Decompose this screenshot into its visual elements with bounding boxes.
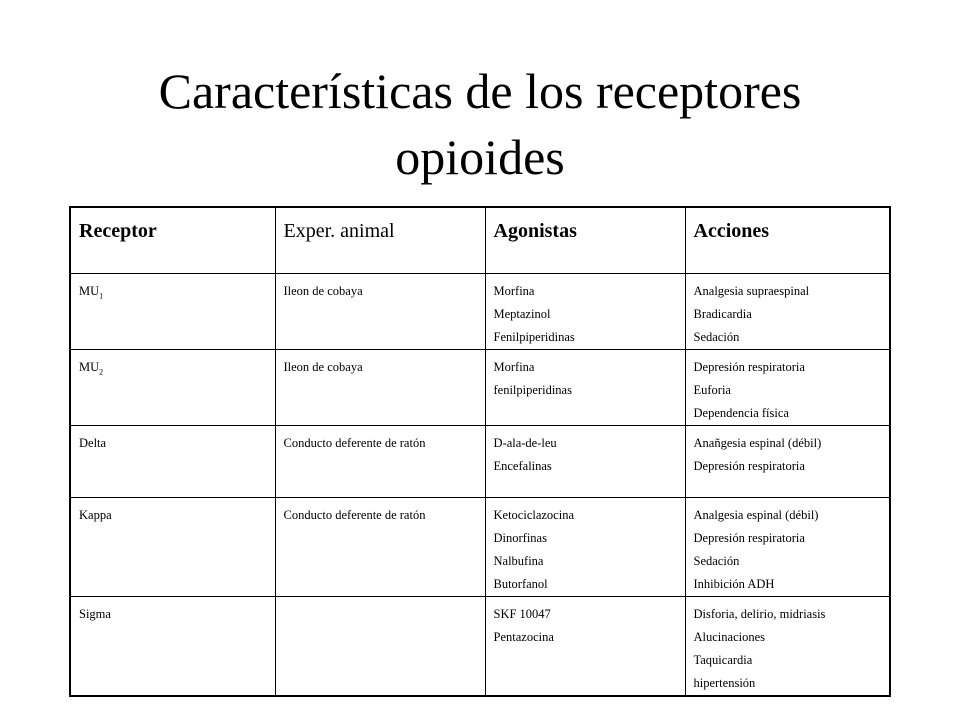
header-receptor: Receptor — [70, 207, 275, 273]
table-row — [70, 497, 890, 596]
table-row — [70, 425, 890, 497]
table-row — [70, 273, 890, 349]
agonist-item: Morfina — [493, 359, 535, 374]
table-row — [70, 349, 890, 425]
receptor-subscript: 2 — [99, 367, 104, 376]
agonist-item: Dinorfinas — [493, 530, 547, 545]
action-item: hipertensión — [693, 675, 756, 690]
action-item: Anañgesia espinal (débil) — [693, 435, 822, 450]
cell-exper-animal — [275, 425, 485, 497]
cell-agonistas — [485, 425, 685, 497]
slide-title-line-2: opioides — [395, 129, 565, 185]
cell-receptor — [70, 349, 275, 425]
cell-exper-animal — [275, 349, 485, 425]
cell-acciones — [685, 425, 890, 497]
receptor-name: MU — [79, 359, 100, 374]
agonist-item: Fenilpiperidinas — [493, 329, 575, 344]
action-item: Disforia, delirio, midriasis — [693, 606, 826, 621]
action-item: Alucinaciones — [693, 629, 766, 644]
slide-title-line-1: Características de los receptores — [158, 63, 802, 119]
action-item: Depresión respiratoria — [693, 458, 805, 473]
table-row — [70, 596, 890, 696]
agonist-item: Morfina — [493, 283, 535, 298]
table-header-row — [70, 207, 890, 273]
slide-title — [60, 58, 900, 190]
action-item: Taquicardia — [693, 652, 753, 667]
action-item: Analgesia espinal (débil) — [693, 507, 819, 522]
exper-animal-text: Ileon de cobaya — [283, 359, 363, 374]
agonist-item: Ketociclazocina — [493, 507, 575, 522]
cell-acciones — [685, 349, 890, 425]
cell-acciones — [685, 596, 890, 696]
receptor-name: Kappa — [79, 507, 112, 522]
exper-animal-text: Conducto deferente de ratón — [283, 507, 426, 522]
cell-receptor — [70, 425, 275, 497]
agonist-item: Nalbufina — [493, 553, 544, 568]
cell-receptor — [70, 497, 275, 596]
agonist-item: Meptazinol — [493, 306, 551, 321]
cell-agonistas — [485, 349, 685, 425]
agonist-item: Butorfanol — [493, 576, 548, 591]
cell-exper-animal — [275, 497, 485, 596]
header-acciones: Acciones — [685, 207, 890, 273]
cell-agonistas — [485, 596, 685, 696]
agonist-item: D-ala-de-leu — [493, 435, 557, 450]
action-item: Analgesia supraespinal — [693, 283, 810, 298]
agonist-item: SKF 10047 — [493, 606, 551, 621]
agonist-item: Encefalinas — [493, 458, 552, 473]
agonist-item: fenilpiperidinas — [493, 382, 572, 397]
action-item: Depresión respiratoria — [693, 530, 805, 545]
cell-receptor — [70, 273, 275, 349]
exper-animal-text: Conducto deferente de ratón — [283, 435, 426, 450]
cell-exper-animal — [275, 596, 485, 696]
receptor-name: MU — [79, 283, 100, 298]
action-item: Dependencia física — [693, 405, 789, 420]
receptor-name: Sigma — [79, 606, 111, 621]
cell-exper-animal — [275, 273, 485, 349]
agonist-item: Pentazocina — [493, 629, 554, 644]
opioid-receptor-table — [69, 206, 891, 697]
action-item: Sedación — [693, 329, 740, 344]
header-exper-animal: Exper. animal — [275, 207, 485, 273]
exper-animal-text: Ileon de cobaya — [283, 283, 363, 298]
header-agonistas: Agonistas — [485, 207, 685, 273]
cell-acciones — [685, 497, 890, 596]
action-item: Sedación — [693, 553, 740, 568]
action-item: Depresión respiratoria — [693, 359, 805, 374]
cell-agonistas — [485, 497, 685, 596]
action-item: Inhibición ADH — [693, 576, 775, 591]
receptor-name: Delta — [79, 435, 107, 450]
action-item: Euforia — [693, 382, 731, 397]
cell-receptor — [70, 596, 275, 696]
cell-agonistas — [485, 273, 685, 349]
action-item: Bradicardia — [693, 306, 752, 321]
receptor-subscript: 1 — [99, 291, 104, 300]
cell-acciones — [685, 273, 890, 349]
